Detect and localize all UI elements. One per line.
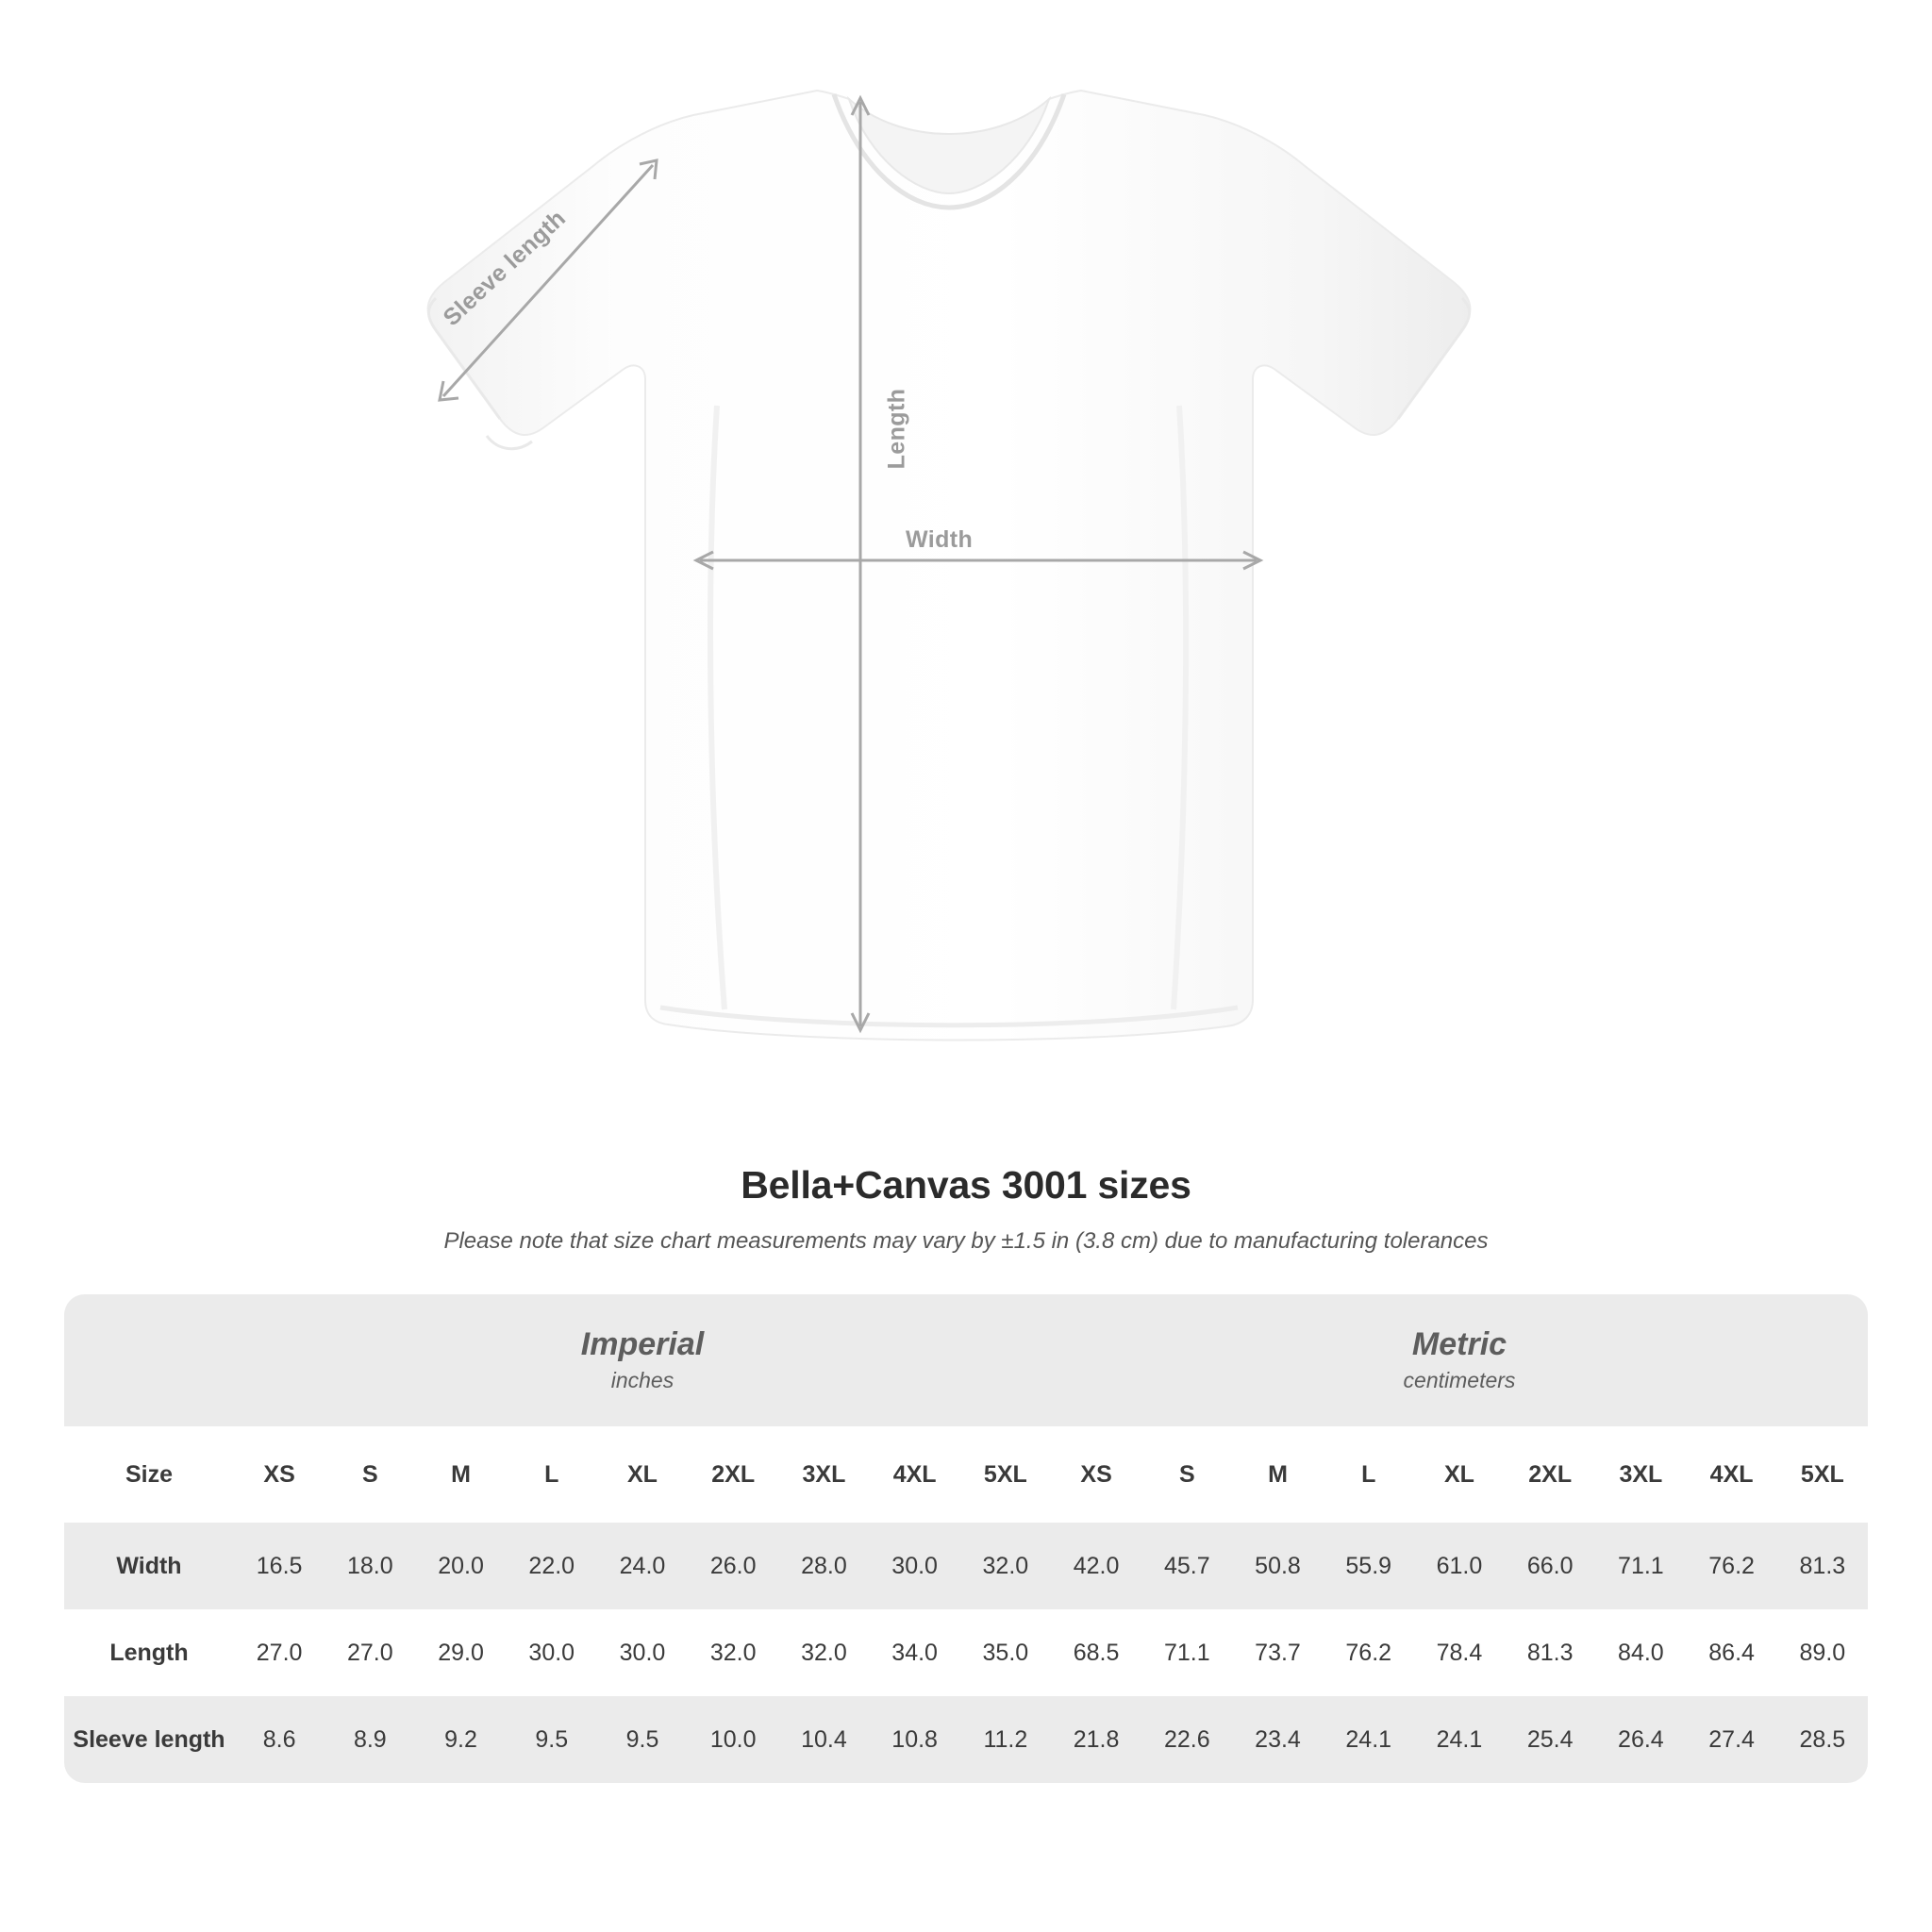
unit-header-imperial: [234, 1294, 1051, 1426]
size-header-cell: XL: [1414, 1426, 1505, 1523]
width-dimension-label: Width: [906, 526, 974, 553]
table-cell: 27.4: [1687, 1696, 1777, 1783]
size-header-cell: S: [1141, 1426, 1232, 1523]
size-header-cell: XS: [234, 1426, 325, 1523]
size-header-cell: L: [507, 1426, 597, 1523]
size-header-cell: M: [415, 1426, 506, 1523]
table-cell: 68.5: [1051, 1609, 1141, 1696]
table-cell: 61.0: [1414, 1523, 1505, 1609]
table-cell: 32.0: [960, 1523, 1051, 1609]
sleeve-length-dimension-label: Sleeve length: [438, 205, 572, 332]
table-cell: 10.4: [778, 1696, 869, 1783]
size-header-cell: 4XL: [870, 1426, 960, 1523]
size-table: [64, 1294, 1868, 1783]
table-cell: 8.6: [234, 1696, 325, 1783]
size-header-cell: M: [1232, 1426, 1323, 1523]
size-table-container: [64, 1294, 1868, 1783]
size-header-cell: 2XL: [688, 1426, 778, 1523]
table-cell: 42.0: [1051, 1523, 1141, 1609]
unit-header-row: [64, 1294, 1868, 1426]
size-header-cell: L: [1324, 1426, 1414, 1523]
table-row: [64, 1696, 1868, 1783]
table-row: [64, 1523, 1868, 1609]
table-cell: 26.0: [688, 1523, 778, 1609]
size-header-cell: 3XL: [1595, 1426, 1686, 1523]
table-cell: 55.9: [1324, 1523, 1414, 1609]
table-cell: 34.0: [870, 1609, 960, 1696]
table-cell: 24.1: [1324, 1696, 1414, 1783]
table-cell: 9.5: [597, 1696, 688, 1783]
unit-title-metric: Metric: [1411, 1325, 1507, 1362]
table-cell: 71.1: [1141, 1609, 1232, 1696]
unit-corner-cell: [64, 1294, 234, 1426]
tolerance-note: Please note that size chart measurements may vary by ±1.5 in (3.8 cm) due to manufacturing tolerances: [443, 1228, 1489, 1254]
size-header-label: Size: [64, 1426, 234, 1523]
table-cell: 26.4: [1595, 1696, 1686, 1783]
table-cell: 45.7: [1141, 1523, 1232, 1609]
table-cell: 24.1: [1414, 1696, 1505, 1783]
table-cell: 78.4: [1414, 1609, 1505, 1696]
unit-subtitle-imperial: inches: [610, 1368, 675, 1392]
table-cell: 27.0: [234, 1609, 325, 1696]
table-row: [64, 1609, 1868, 1696]
row-label-width: Width: [64, 1523, 234, 1609]
table-cell: 29.0: [415, 1609, 506, 1696]
size-header-cell: S: [325, 1426, 415, 1523]
table-cell: 24.0: [597, 1523, 688, 1609]
size-header-row: [64, 1426, 1868, 1523]
table-cell: 16.5: [234, 1523, 325, 1609]
table-cell: 27.0: [325, 1609, 415, 1696]
row-label-sleeve-length: Sleeve length: [64, 1696, 234, 1783]
table-cell: 35.0: [960, 1609, 1051, 1696]
table-cell: 32.0: [778, 1609, 869, 1696]
table-cell: 21.8: [1051, 1696, 1141, 1783]
size-header-cell: 5XL: [960, 1426, 1051, 1523]
size-header-cell: 3XL: [778, 1426, 869, 1523]
table-cell: 10.0: [688, 1696, 778, 1783]
table-cell: 30.0: [597, 1609, 688, 1696]
row-label-length: Length: [64, 1609, 234, 1696]
table-cell: 89.0: [1777, 1609, 1868, 1696]
table-cell: 30.0: [870, 1523, 960, 1609]
table-cell: 66.0: [1505, 1523, 1595, 1609]
length-dimension-label: Length: [883, 388, 910, 470]
table-cell: 84.0: [1595, 1609, 1686, 1696]
size-header-cell: 4XL: [1687, 1426, 1777, 1523]
table-cell: 20.0: [415, 1523, 506, 1609]
page-title: Bella+Canvas 3001 sizes: [741, 1163, 1191, 1207]
table-cell: 76.2: [1324, 1609, 1414, 1696]
table-cell: 71.1: [1595, 1523, 1686, 1609]
unit-title-imperial: Imperial: [580, 1325, 705, 1362]
table-cell: 81.3: [1777, 1523, 1868, 1609]
table-cell: 10.8: [870, 1696, 960, 1783]
shirt-body: [428, 91, 1471, 1040]
table-cell: 30.0: [507, 1609, 597, 1696]
table-cell: 76.2: [1687, 1523, 1777, 1609]
table-cell: 11.2: [960, 1696, 1051, 1783]
size-header-cell: XL: [597, 1426, 688, 1523]
table-cell: 22.6: [1141, 1696, 1232, 1783]
table-cell: 18.0: [325, 1523, 415, 1609]
unit-header-metric: [1051, 1294, 1868, 1426]
table-cell: 8.9: [325, 1696, 415, 1783]
table-cell: 23.4: [1232, 1696, 1323, 1783]
size-header-cell: XS: [1051, 1426, 1141, 1523]
table-cell: 32.0: [688, 1609, 778, 1696]
table-cell: 28.5: [1777, 1696, 1868, 1783]
table-cell: 25.4: [1505, 1696, 1595, 1783]
table-cell: 50.8: [1232, 1523, 1323, 1609]
unit-subtitle-metric: centimeters: [1403, 1368, 1516, 1392]
table-cell: 22.0: [507, 1523, 597, 1609]
table-cell: 9.2: [415, 1696, 506, 1783]
table-cell: 9.5: [507, 1696, 597, 1783]
table-cell: 28.0: [778, 1523, 869, 1609]
size-header-cell: 2XL: [1505, 1426, 1595, 1523]
table-cell: 81.3: [1505, 1609, 1595, 1696]
table-cell: 73.7: [1232, 1609, 1323, 1696]
size-header-cell: 5XL: [1777, 1426, 1868, 1523]
table-cell: 86.4: [1687, 1609, 1777, 1696]
